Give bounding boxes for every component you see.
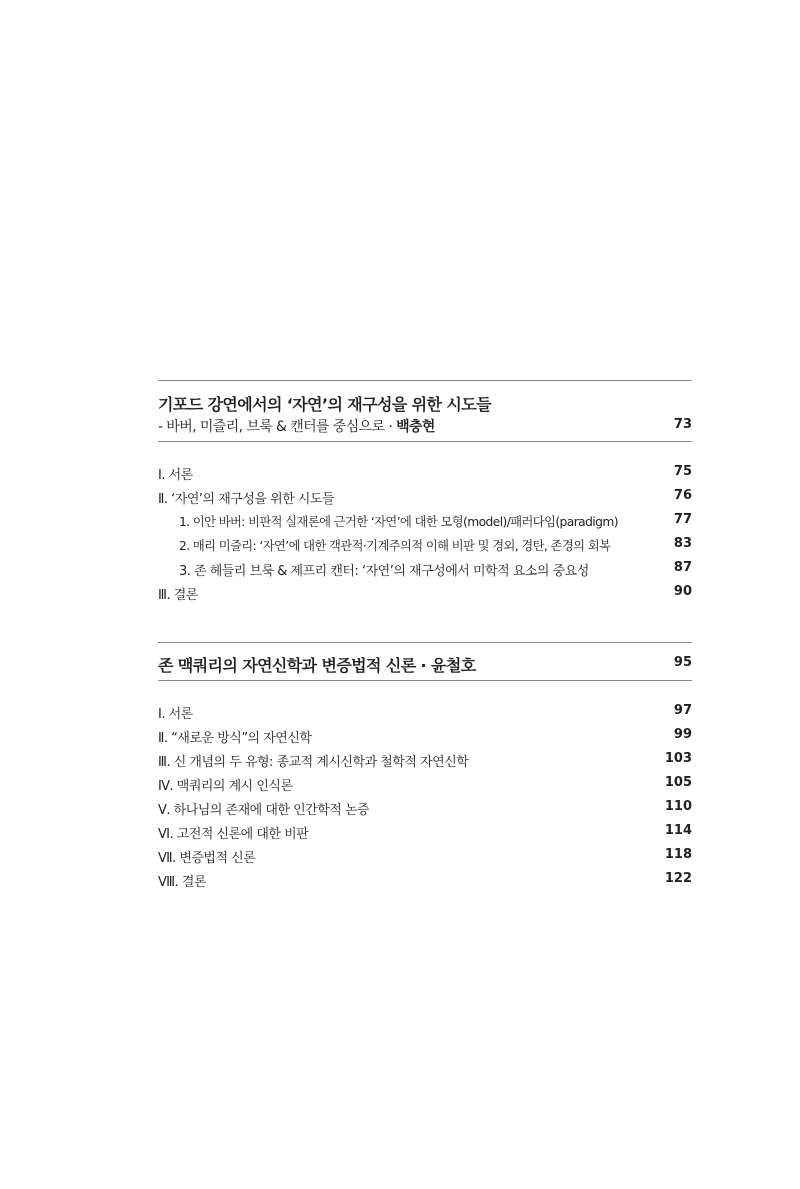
toc-entry (158, 488, 692, 508)
toc-entry (158, 703, 692, 723)
entry-title: 3. 존 헤들리 브룩 & 제프리 캔터: ‘자연’의 재구성에서 미학적 요소의 중요성 (179, 564, 589, 579)
entry-page: 105 (664, 775, 692, 790)
article-page-number: 73 (673, 417, 692, 432)
top-rule (158, 380, 692, 381)
entry-page: 99 (673, 727, 692, 742)
entry-page: 122 (664, 871, 692, 886)
entry-title: 2. 매리 미즐리: ‘자연’에 대한 객관적·기계주의적 이해 비판 및 경외, 경탄, 존경의 회복 (179, 539, 611, 553)
entry-page: 110 (664, 799, 692, 814)
subtitle-text: - 바버, 미즐리, 브룩 & 캔터를 중심으로 · (158, 419, 393, 435)
entry-page: 76 (673, 488, 692, 503)
article-title: 존 맥쿼리의 자연신학과 변증법적 신론 · (158, 656, 427, 675)
toc-entry (158, 847, 692, 867)
article-page-number: 95 (673, 655, 692, 670)
entry-page: 75 (673, 464, 692, 479)
article-subtitle (158, 416, 435, 436)
entry-title: Ⅱ. ‘자연’의 재구성을 위한 시도들 (158, 492, 335, 507)
entry-page: 114 (664, 823, 692, 838)
toc-entry (158, 871, 692, 891)
entry-title: Ⅳ. 맥쿼리의 계시 인식론 (158, 779, 293, 794)
toc-entry (158, 727, 692, 747)
top-rule (158, 642, 692, 643)
entry-title: Ⅷ. 결론 (158, 875, 207, 890)
toc-entry (158, 751, 692, 771)
entry-title: Ⅰ. 서론 (158, 707, 193, 722)
entry-title: 1. 이안 바버: 비판적 실재론에 근거한 ‘자연’에 대한 모형(model)/패러다임(paradigm) (179, 515, 618, 529)
entry-title: Ⅲ. 결론 (158, 588, 198, 603)
toc-article-2 (158, 642, 692, 892)
entry-title: Ⅲ. 신 개념의 두 유형: 종교적 계시신학과 철학적 자연신학 (158, 755, 469, 770)
toc-entry (158, 464, 692, 484)
toc-article-1 (158, 380, 692, 610)
article-title: 기포드 강연에서의 ‘자연’의 재구성을 위한 시도들 (158, 395, 491, 414)
toc-entry (158, 799, 692, 819)
entry-page: 118 (664, 847, 692, 862)
article-title-line (158, 653, 476, 676)
bottom-rule (158, 680, 692, 681)
entry-title: Ⅴ. 하나님의 존재에 대한 인간학적 논증 (158, 803, 370, 818)
bottom-rule (158, 441, 692, 442)
toc-subentry (158, 512, 692, 532)
entry-title: Ⅱ. “새로운 방식”의 자연신학 (158, 731, 312, 746)
entry-title: Ⅵ. 고전적 신론에 대한 비판 (158, 827, 309, 842)
entry-title: Ⅶ. 변증법적 신론 (158, 851, 256, 866)
entry-page: 83 (673, 536, 692, 551)
toc-subentry (158, 560, 692, 580)
article-author: 백충현 (396, 419, 435, 435)
entry-title: Ⅰ. 서론 (158, 468, 193, 483)
toc-entry (158, 775, 692, 795)
toc-subentry (158, 536, 692, 556)
entry-page: 87 (673, 560, 692, 575)
toc-entry (158, 584, 692, 604)
entry-page: 103 (664, 751, 692, 766)
entry-page: 77 (673, 512, 692, 527)
entry-page: 97 (673, 703, 692, 718)
entry-page: 90 (673, 584, 692, 599)
toc-entry (158, 823, 692, 843)
article-author: 윤철호 (431, 656, 476, 675)
